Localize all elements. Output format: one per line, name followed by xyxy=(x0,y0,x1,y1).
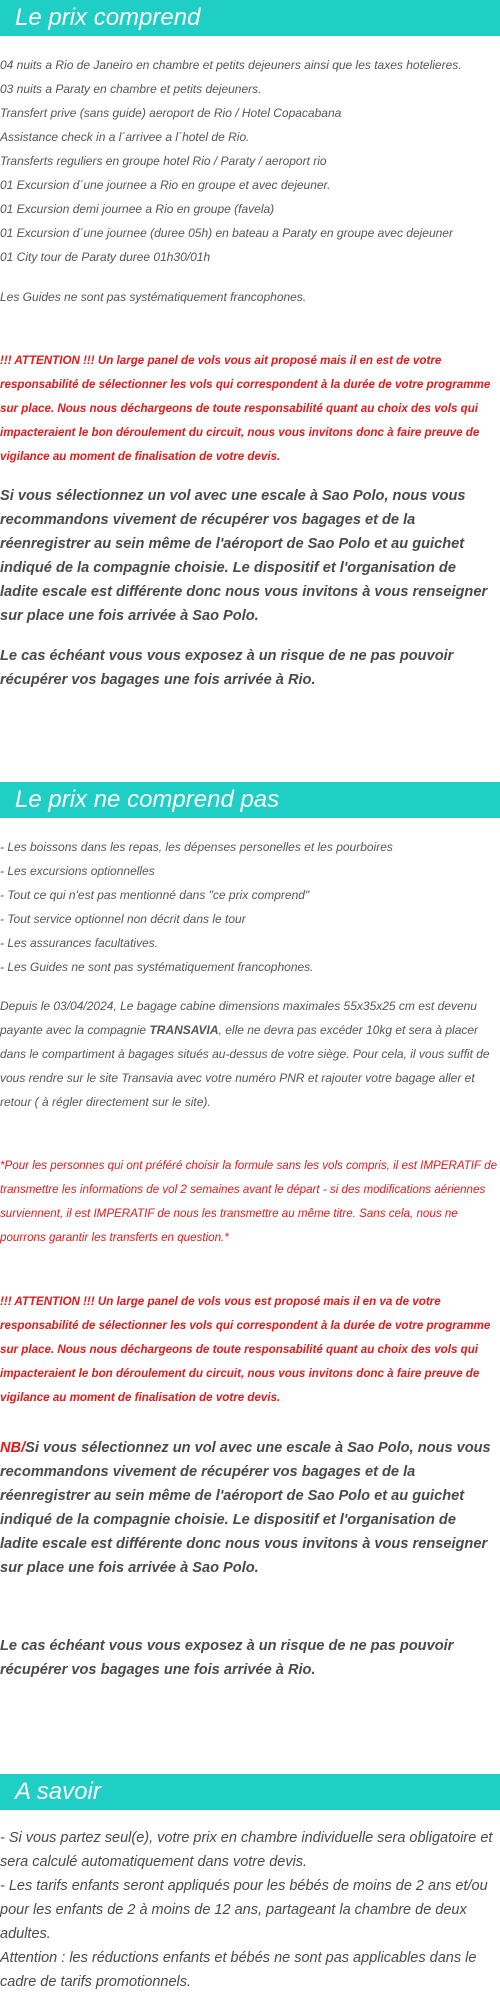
escale-notice-2 xyxy=(0,1436,498,1580)
a-savoir-line: - Si vous partez seul(e), votre prix en chambre individuelle sera obligatoire et sera calculé automatiquement dans votre devis. xyxy=(0,1830,493,1870)
guides-note: Les Guides ne sont pas systématiquement francophones. xyxy=(0,290,307,304)
risque-notice-2: Le cas échéant vous vous exposez à un risque de ne pas pouvoir récupérer vos bagages une fois arrivée à Rio. xyxy=(0,1638,454,1678)
risque-notice: Le cas échéant vous vous exposez à un risque de ne pas pouvoir récupérer vos bagages une fois arrivée à Rio. xyxy=(0,648,454,688)
list-item: 03 nuits a Paraty en chambre et petits dejeuners. xyxy=(0,82,262,96)
bagage-text-before: Depuis le 03/04/2024, Le bagage cabine dimensions maximales 55x35x25 cm est devenu payante avec la compagnie xyxy=(0,999,477,1037)
list-item: 04 nuits a Rio de Janeiro en chambre et petits dejeuners ainsi que les taxes hotelieres. xyxy=(0,58,462,72)
included-list xyxy=(0,53,498,269)
list-item: - Les assurances facultatives. xyxy=(0,936,159,950)
bagage-text-after: , elle ne devra pas excéder 10kg et sera à placer dans le compartiment à bagages situés au-dessus de votre siège. Pour cela, il vous suffit de vous rendre sur le site Transavia avec votre numéro PNR et rajouter votre bagage aller et retour ( à régler directement sur le site). xyxy=(0,1023,490,1109)
list-item: - Tout service optionnel non décrit dans le tour xyxy=(0,912,246,926)
list-item: - Les excursions optionnelles xyxy=(0,864,155,878)
list-item: Assistance check in a l´arrivee a l´hotel de Rio. xyxy=(0,130,250,144)
list-item: 01 Excursion d´une journee a Rio en groupe et avec dejeuner. xyxy=(0,178,331,192)
attention-warning: !!! ATTENTION !!! Un large panel de vols vous ait proposé mais il en est de votre responsabilité de sélectionner les vols qui correspondent à la durée de votre programme sur place. Nous nous déchargeons de toute responsabilité quant au choix des vols qui impacteraient le bon déroulement du circuit, nous vous invitons donc à faire preuve de vigilance au moment de finalisation de votre devis. xyxy=(0,354,491,463)
section-title-prix-ne-comprend-pas: Le prix ne comprend pas xyxy=(0,782,500,818)
nb-label: NB/ xyxy=(0,1440,26,1456)
list-item: 01 City tour de Paraty duree 01h30/01h xyxy=(0,250,211,264)
attention-warning-2: !!! ATTENTION !!! Un large panel de vols vous est proposé mais il en va de votre responsabilité de sélectionner les vols qui correspondent à la durée de votre programme sur place. Nous nous déchargeons de toute responsabilité quant au choix des vols qui impacteraient le bon déroulement du circuit, nous vous invitons donc à faire preuve de vigilance au moment de finalisation de votre devis. xyxy=(0,1295,491,1404)
list-item: - Les Guides ne sont pas systématiquement francophones. xyxy=(0,960,314,974)
a-savoir-text xyxy=(0,1826,498,1994)
list-item: - Tout ce qui n'est pas mentionné dans "ce prix comprend" xyxy=(0,888,310,902)
list-item: 01 Excursion demi journee a Rio en groupe (favela) xyxy=(0,202,275,216)
section-title-a-savoir: A savoir xyxy=(0,1774,500,1810)
bagage-company: TRANSAVIA xyxy=(149,1023,219,1037)
section-title-prix-comprend: Le prix comprend xyxy=(0,0,500,36)
list-item: Transferts reguliers en groupe hotel Rio / Paraty / aeroport rio xyxy=(0,154,327,168)
a-savoir-line: Attention : les réductions enfants et bébés ne sont pas applicables dans le cadre de tarifs promotionnels. xyxy=(0,1950,477,1990)
excluded-list xyxy=(0,835,498,979)
list-item: 01 Excursion d´une journee (duree 05h) en bateau a Paraty en groupe avec dejeuner xyxy=(0,226,453,240)
list-item: Transfert prive (sans guide) aeroport de Rio / Hotel Copacabana xyxy=(0,106,342,120)
a-savoir-line: - Les tarifs enfants seront appliqués pour les bébés de moins de 2 ans et/ou pour les enfants de 2 à moins de 12 ans, partageant la chambre de deux adultes. xyxy=(0,1878,488,1942)
formule-notice: *Pour les personnes qui ont préféré choisir la formule sans les vols compris, il est IMPERATIF de transmettre les informations de vol 2 semaines avant le départ - si des modifications aériennes surviennent, il est IMPERATIF de nous les transmettre au même titre. Sans cela, nous ne pourrons garantir les transferts en question.* xyxy=(0,1159,498,1244)
list-item: - Les boissons dans les repas, les dépenses personelles et les pourboires xyxy=(0,840,393,854)
escale-text: Si vous sélectionnez un vol avec une escale à Sao Polo, nous vous recommandons vivement de récupérer vos bagages et de la réenregistrer au sein même de l'aéroport de Sao Polo et au guichet indiqué de la compagnie choisie. Le dispositif et l'organisation de ladite escale est différente donc nous vous invitons à vous renseigner sur place une fois arrivée à Sao Polo. xyxy=(0,1440,491,1576)
escale-notice: Si vous sélectionnez un vol avec une escale à Sao Polo, nous vous recommandons vivement de récupérer vos bagages et de la réenregistrer au sein même de l'aéroport de Sao Polo et au guichet indiqué de la compagnie choisie. Le dispositif et l'organisation de ladite escale est différente donc nous vous invitons à vous renseigner sur place une fois arrivée à Sao Polo. xyxy=(0,488,488,624)
bagage-notice xyxy=(0,994,498,1114)
